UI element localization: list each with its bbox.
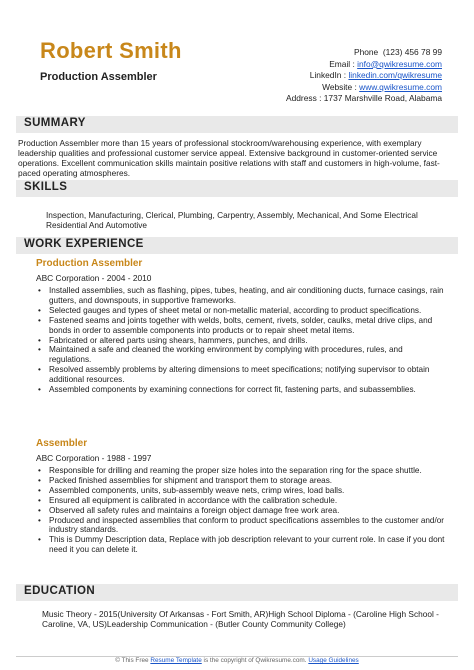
skills-text: Inspection, Manufacturing, Clerical, Plumbing, Carpentry, Assembly, Mechanical, And Some Electrical Residential And Automotive xyxy=(46,210,418,230)
contact-linkedin: LinkedIn : linkedin.com/qwikresume xyxy=(309,70,442,81)
list-item: • Fastened seams and joints together with welds, bolts, cement, rivets, solder, caulks, metal drive clips, and bonds in order to assemble components into products or to repair sheet metal items. xyxy=(36,316,446,336)
list-item: • Responsible for drilling and reaming the proper size holes into the separation ring for the space shuttle. xyxy=(36,466,446,476)
summary-text: Production Assembler more than 15 years of professional stockroom/warehousing experience, with exemplary leadership qualities and professional customer service appeal. Extensive background in customer-oriented service operations. Excellent communication skills maintain positive relations with staff and customers in high-volume, fast-paced operating atmospheres. xyxy=(18,138,440,178)
candidate-role: Production Assembler xyxy=(40,71,157,83)
contact-phone xyxy=(286,47,442,59)
contact-website-link[interactable]: www.qwikresume.com xyxy=(359,81,442,92)
contact-phone-label: Phone xyxy=(353,47,379,57)
job-title: Production Assembler xyxy=(36,258,143,269)
list-item: • Packed finished assemblies for shipment and transport them to storage areas. xyxy=(36,476,446,486)
list-item: • Maintained a safe and cleaned the working environment by complying with procedures, rules, and regulations. xyxy=(36,345,446,365)
footer-template-link[interactable]: Resume Template xyxy=(150,657,202,664)
job-title: Assembler xyxy=(36,438,88,449)
contact-email-link[interactable]: info@qwikresume.com xyxy=(357,58,442,69)
list-item: • Installed assemblies, such as flashing, pipes, tubes, heating, and air conditioning ducts, furnace casings, rain gutters, and downspouts, in supportive frameworks. xyxy=(36,286,446,306)
education-heading: EDUCATION xyxy=(24,585,96,597)
skills-section-bar xyxy=(16,180,458,197)
job-meta: ABC Corporation - 1988 - 1997 xyxy=(36,453,152,463)
candidate-name: Robert Smith xyxy=(40,38,182,63)
contact-website-label: Website xyxy=(322,81,353,92)
job-bullets xyxy=(36,286,446,395)
list-item: • This is Dummy Description data, Replace with job description relevant to your current role. In case if you dont need it you can delete it. xyxy=(36,535,446,555)
list-item: • Ensured all equipment is calibrated in accordance with the calibration schedule. xyxy=(36,496,446,506)
contact-address: Address : 1737 Marshville Road, Alabama xyxy=(286,93,442,104)
contact-website: Website : www.qwikresume.com xyxy=(322,81,442,92)
summary-heading: SUMMARY xyxy=(24,117,86,129)
list-item: • Assembled components, units, sub-assembly weave nets, crimp wires, load balls. xyxy=(36,486,446,496)
list-item: • Observed all safety rules and maintains a foreign object damage free work area. xyxy=(36,506,446,516)
skills-heading: SKILLS xyxy=(24,181,68,193)
list-item: • Fabricated or altered parts using shears, hammers, punches, and drills. xyxy=(36,336,446,346)
contact-address-label: Address xyxy=(286,93,317,104)
job-bullets xyxy=(36,466,446,555)
experience-heading: WORK EXPERIENCE xyxy=(24,238,144,250)
resume-header xyxy=(0,0,474,108)
contact-linkedin-label: LinkedIn xyxy=(309,70,342,81)
education-text: Music Theory - 2015(University Of Arkansas - Fort Smith, AR)High School Diploma - (Caroline High School - Caroline, VA, US)Leadership Communication - (Butler County Community College) xyxy=(42,609,439,630)
footer-prefix: © This Free xyxy=(115,657,149,664)
list-item: • Resolved assembly problems by altering dimensions to meet specifications; notifying supervisor to obtain additional resources. xyxy=(36,365,446,385)
job-meta: ABC Corporation - 2004 - 2010 xyxy=(36,273,152,283)
contact-email-label: Email xyxy=(329,58,351,69)
contact-block xyxy=(286,47,442,105)
contact-phone-value: (123) 456 78 99 xyxy=(382,47,442,57)
list-item: • Selected gauges and types of sheet metal or non-metallic material, according to product specifications. xyxy=(36,306,446,316)
list-item: • Assembled components by examining connections for correct fit, fastening parts, and subassemblies. xyxy=(36,385,446,395)
footer-copyright-text: is the copyright of Qwikresume.com. xyxy=(203,657,307,664)
footer-usage-link[interactable]: Usage Guidelines xyxy=(308,657,359,664)
footer xyxy=(0,657,474,664)
contact-linkedin-link[interactable]: linkedin.com/qwikresume xyxy=(348,70,442,81)
contact-address-value: 1737 Marshville Road, Alabama xyxy=(323,93,442,104)
list-item: • Produced and inspected assemblies that conform to product specifications assembles to the customer and/or industry standards. xyxy=(36,516,446,536)
contact-email: Email : info@qwikresume.com xyxy=(329,58,442,69)
